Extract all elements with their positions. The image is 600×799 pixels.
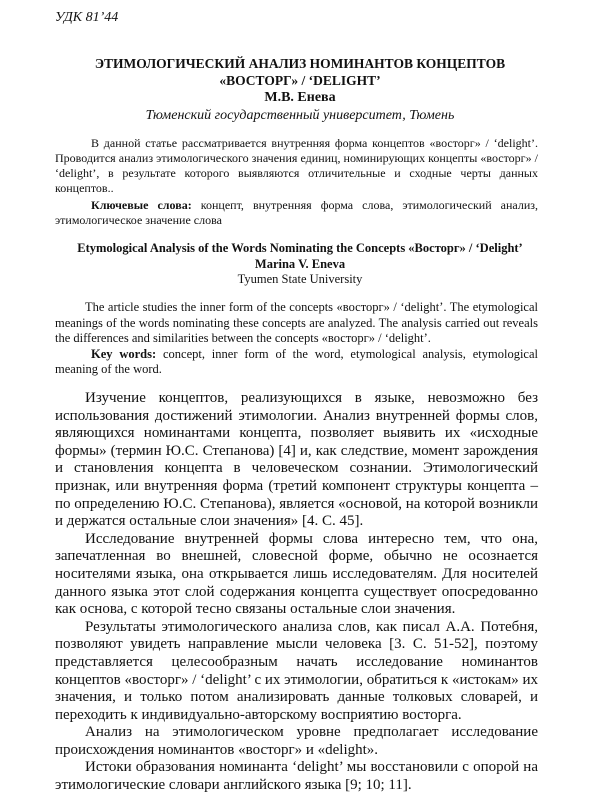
abstract-en <box>55 300 538 378</box>
keywords-en <box>55 347 538 378</box>
keywords-en-label: Key words: <box>91 346 157 361</box>
keywords-en-text: concept, inner form of the word, etymological analysis, etymological meaning of the word. <box>55 346 538 376</box>
affiliation-en: Tyumen State University <box>237 272 363 286</box>
author-ru: М.В. Енева <box>264 90 336 105</box>
article-title-ru-line1: ЭТИМОЛОГИЧЕСКИЙ АНАЛИЗ НОМИНАНТОВ КОНЦЕПТОВ <box>94 56 506 71</box>
article-body <box>55 390 538 795</box>
article-title-ru-line2: «ВОСТОРГ» / ‘DELIGHT’ <box>219 73 381 88</box>
body-paragraph: Результаты этимологического анализа слов, как писал А.А. Потебня, позволяют увидеть направление мысли человека [3. С. 51-52], поэтому представляется целесообразным начать исследование номинантов концептов «восторг» / ‘delight’ с их этимологии, обратиться к «истокам» их значения, и только потом анализировать данные толковых словарей, и переходить к индивидуально-авторскому восприятию восторга. <box>55 618 538 723</box>
body-paragraph: Изучение концептов, реализующихся в языке, невозможно без использования достижений этимологии. Анализ внутренней формы слов, являющихся номинантами концепта, позволяет выявить их «исходные формы» (термин Ю.С. Степанова) [4] и, как следствие, момент зарождения и становления концепта в человеческом сознании. Этимологический признак, или внутренняя форма (третий компонент структуры концепта – по определению Ю.С. Степанова), является «основой, на которой возникли и держатся остальные слои значения» [4. С. 45]. <box>55 390 538 530</box>
abstract-en-text: The article studies the inner form of the concepts «восторг» / ‘delight’. The etymological meanings of the words nominating these concepts are analyzed. The analysis carried out reveals the differences and similarities between the concepts «восторг» / ‘delight’. <box>55 300 538 345</box>
article-title-ru <box>40 55 560 89</box>
keywords-ru-label: Ключевые слова: <box>91 198 192 212</box>
body-paragraph: Исследование внутренней формы слова интересно тем, что она, запечатленная во внешней, словесной форме, обычно не осознается носителями языка, она открывается лишь исследователям. Для носителей данного языка этот слой содержания концепта существует опосредованно как основа, с которой тесно связаны остальные слои значения. <box>55 530 538 618</box>
article-title-en: Etymological Analysis of the Words Nominating the Concepts «Восторг» / ‘Delight’ <box>77 241 523 255</box>
author-en: Marina V. Eneva <box>254 257 346 271</box>
keywords-ru <box>55 198 538 228</box>
body-paragraph: Истоки образования номинанта ‘delight’ мы восстановили с опорой на этимологические словари английского языка [9; 10; 11]. <box>55 759 538 794</box>
keywords-ru-text: концепт, внутренняя форма слова, этимологический анализ, этимологическое значение слова <box>55 198 538 227</box>
abstract-ru <box>55 136 538 228</box>
body-paragraph: Анализ на этимологическом уровне предполагает исследование происхождения номинантов «восторг» и «delight». <box>55 724 538 758</box>
affiliation-ru: Тюменский государственный университет, Тюмень <box>145 108 455 123</box>
abstract-ru-text: В данной статье рассматривается внутренняя форма концептов «восторг» / ‘delight’. Проводится анализ этимологического значения единиц, номинирующих концепты «восторг» / ‘delight’, в результате которого выявляются отличительные и сходные черты данных концептов.. <box>55 136 538 195</box>
udk-code: УДК 81’44 <box>55 10 119 25</box>
